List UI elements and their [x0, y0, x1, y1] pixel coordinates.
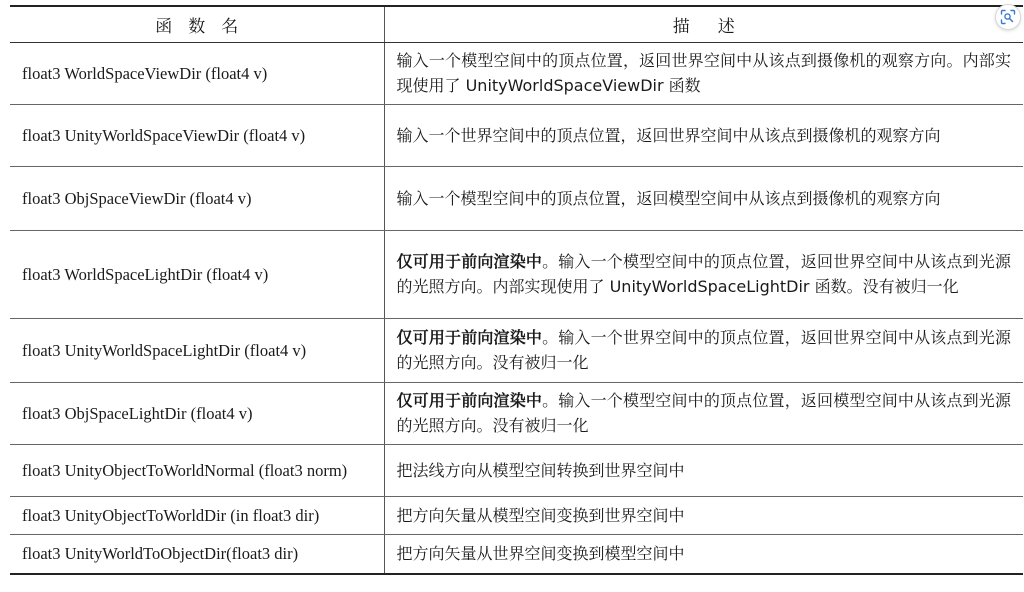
- table-row: [10, 166, 1023, 230]
- function-signature: float3 WorldSpaceLightDir (float4 v): [10, 230, 384, 318]
- function-signature: float3 ObjSpaceLightDir (float4 v): [10, 382, 384, 444]
- function-description: 输入一个世界空间中的顶点位置，返回世界空间中从该点到摄像机的观察方向: [384, 104, 1023, 166]
- table-row: [10, 318, 1023, 382]
- function-description: 把方向矢量从世界空间变换到模型空间中: [384, 534, 1023, 574]
- function-table: [10, 5, 1023, 575]
- function-description: 把法线方向从模型空间转换到世界空间中: [384, 444, 1023, 496]
- table-row: [10, 534, 1023, 574]
- function-signature: float3 UnityObjectToWorldDir (in float3 dir): [10, 496, 384, 534]
- function-signature: float3 UnityObjectToWorldNormal (float3 norm): [10, 444, 384, 496]
- table-row: [10, 382, 1023, 444]
- function-description: 输入一个模型空间中的顶点位置，返回模型空间中从该点到摄像机的观察方向: [384, 166, 1023, 230]
- function-description: 仅可用于前向渲染中。输入一个模型空间中的顶点位置，返回世界空间中从该点到光源的光照方向。内部实现使用了 UnityWorldSpaceLightDir 函数。没有被归一化: [384, 230, 1023, 318]
- header-description: 描 述: [384, 6, 1023, 42]
- table-row: [10, 104, 1023, 166]
- function-description: 把方向矢量从模型空间变换到世界空间中: [384, 496, 1023, 534]
- table-row: [10, 444, 1023, 496]
- image-search-button[interactable]: [995, 4, 1021, 30]
- function-description: 仅可用于前向渲染中。输入一个模型空间中的顶点位置，返回模型空间中从该点到光源的光照方向。没有被归一化: [384, 382, 1023, 444]
- function-signature: float3 ObjSpaceViewDir (float4 v): [10, 166, 384, 230]
- table-row: [10, 230, 1023, 318]
- function-signature: float3 UnityWorldSpaceLightDir (float4 v): [10, 318, 384, 382]
- function-signature: float3 UnityWorldToObjectDir(float3 dir): [10, 534, 384, 574]
- table-row: [10, 42, 1023, 104]
- header-function-name: 函 数 名: [10, 6, 384, 42]
- table-row: [10, 496, 1023, 534]
- function-signature: float3 WorldSpaceViewDir (float4 v): [10, 42, 384, 104]
- function-description: 输入一个模型空间中的顶点位置，返回世界空间中从该点到摄像机的观察方向。内部实现使用了 UnityWorldSpaceViewDir 函数: [384, 42, 1023, 104]
- image-search-icon: [1000, 9, 1016, 25]
- function-description: 仅可用于前向渲染中。输入一个世界空间中的顶点位置，返回世界空间中从该点到光源的光照方向。没有被归一化: [384, 318, 1023, 382]
- function-signature: float3 UnityWorldSpaceViewDir (float4 v): [10, 104, 384, 166]
- table-header-row: [10, 6, 1023, 42]
